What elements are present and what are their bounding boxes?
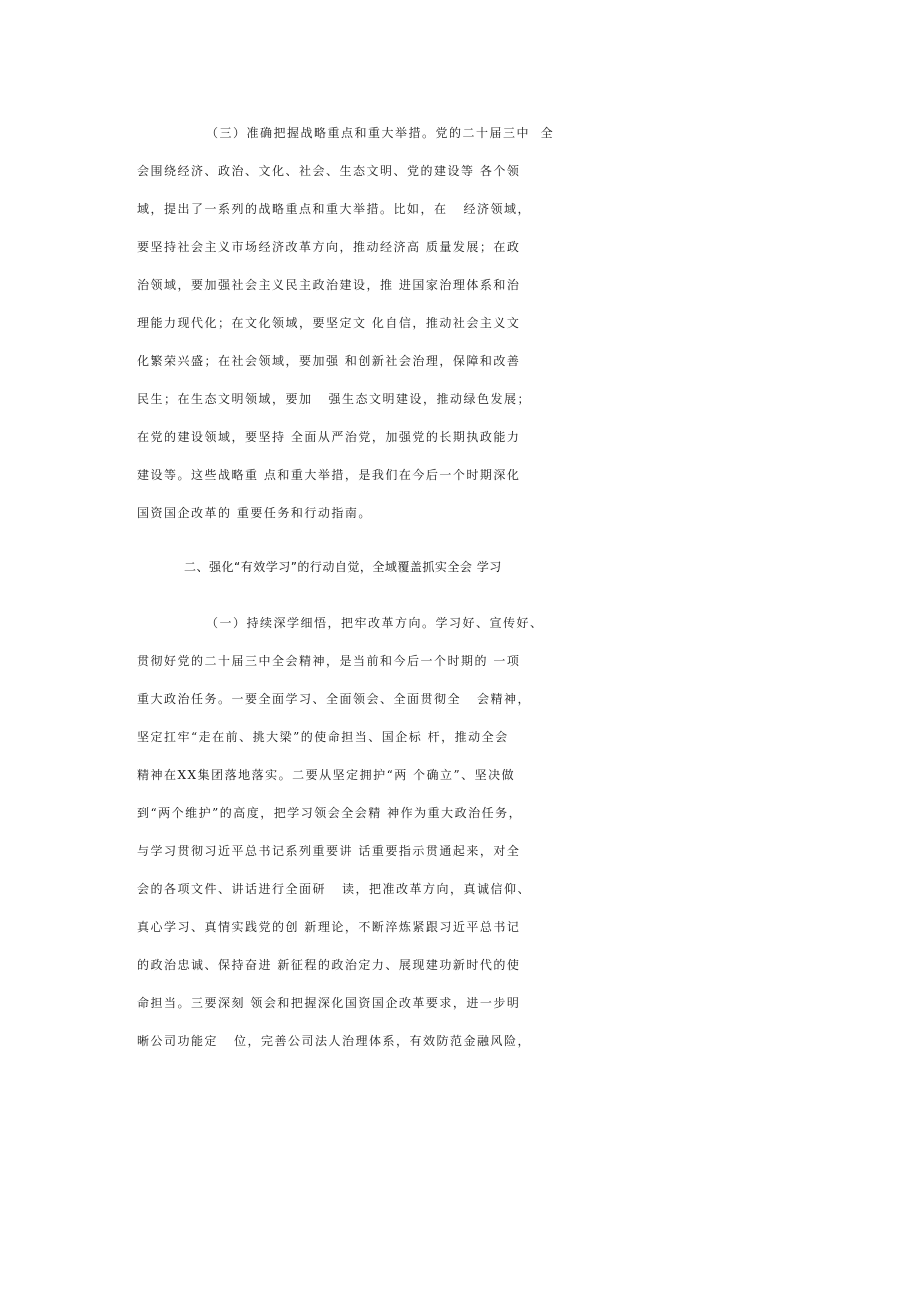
paragraph-line: 的政治忠诚、保持奋进 新征程的政治定力、展现建功新时代的使 xyxy=(137,958,521,972)
paragraph-line: 域，提出了一系列的战略重点和重大举措。比如，在 经济领域， xyxy=(137,202,531,216)
paragraph-line: （三）准确把握战略重点和重大举措。党的二十届三中 全 xyxy=(206,126,555,140)
paragraph-line: 民生；在生态文明领域，要加 强生态文明建设，推动绿色发展； xyxy=(137,392,531,406)
paragraph-line: 要坚持社会主义市场经济改革方向，推动经济高 质量发展；在政 xyxy=(137,240,521,254)
paragraph-line: 真心学习、真情实践党的创 新理论，不断淬炼紧跟习近平总书记 xyxy=(137,920,521,934)
paragraph-line: 在党的建设领域，要坚持 全面从严治党，加强党的长期执政能力 xyxy=(137,430,521,444)
paragraph-line: 治领域，要加强社会主义民主政治建设，推 进国家治理体系和治 xyxy=(137,278,521,292)
paragraph-line: 国资国企改革的 重要任务和行动指南。 xyxy=(137,506,372,520)
paragraph-line: 建设等。这些战略重 点和重大举措，是我们在今后一个时期深化 xyxy=(137,468,521,482)
paragraph-line: 到“两个维护”的高度，把学习领会全会精 神作为重大政治任务， xyxy=(137,806,523,820)
paragraph-line: 坚定扛牢“走在前、挑大梁”的使命担当、国企标 杆，推动全会 xyxy=(137,730,509,744)
paragraph-line: 会围绕经济、政治、文化、社会、生态文明、党的建设等 各个领 xyxy=(137,164,521,178)
section-heading: 二、强化“有效学习”的行动自觉，全域覆盖抓实全会 学习 xyxy=(184,560,502,574)
paragraph-line: 晰公司功能定 位，完善公司法人治理体系，有效防范金融风险， xyxy=(137,1034,531,1048)
paragraph-line: 理能力现代化；在文化领域，要坚定文 化自信，推动社会主义文 xyxy=(137,316,521,330)
paragraph-line: 化繁荣兴盛；在社会领域，要加强 和创新社会治理，保障和改善 xyxy=(137,354,521,368)
paragraph-line: 命担当。三要深刻 领会和把握深化国资国企改革要求，进一步明 xyxy=(137,996,521,1010)
paragraph-line: 会的各项文件、讲话进行全面研 读，把准改革方向，真诚信仰、 xyxy=(137,882,531,896)
paragraph-line: 贯彻好党的二十届三中全会精神，是当前和今后一个时期的 一项 xyxy=(137,654,521,668)
paragraph-line: 与学习贯彻习近平总书记系列重要讲 话重要指示贯通起来，对全 xyxy=(137,844,521,858)
paragraph-line: （一）持续深学细悟，把牢改革方向。学习好、宣传好、 xyxy=(206,616,544,630)
paragraph-line: 精神在XX集团落地落实。二要从坚定拥护“两 个确立”、坚决做 xyxy=(137,768,516,782)
paragraph-line: 重大政治任务。一要全面学习、全面领会、全面贯彻全 会精神， xyxy=(137,692,531,706)
